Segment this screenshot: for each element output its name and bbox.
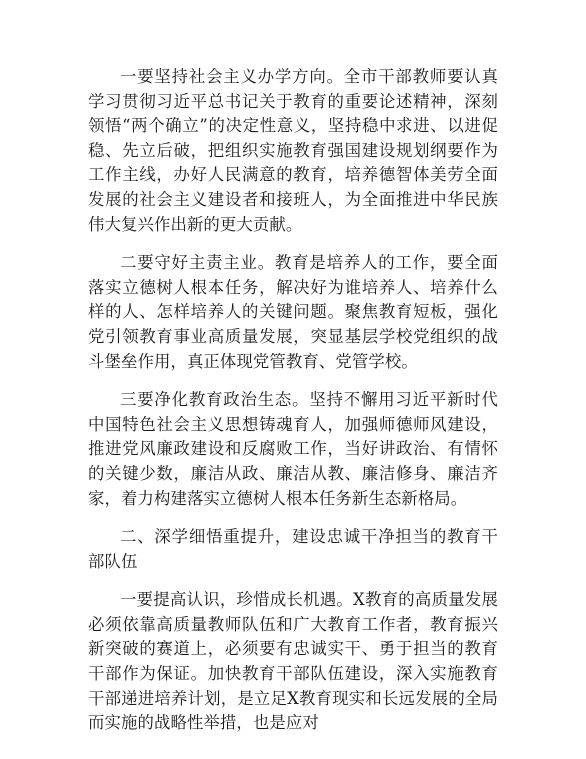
- section-heading: 二、深学细悟重提升，建设忠诚干净担当的教育干部队伍: [88, 527, 498, 571]
- paragraph-raise-awareness: 一要提高认识，珍惜成长机遇。X教育的高质量发展必须依靠高质量教师队伍和广大教育工作者，教育振兴新突破的赛道上，必须要有忠诚实干、勇于担当的教育干部作为保证。加快教育干部队伍建设，深入实施教育干部递进培养计划，是立足X教育现实和长远发展的全局而实施的战略性举措，也是应对: [88, 590, 498, 733]
- paragraph-political-ecology: 三要净化教育政治生态。坚持不懈用习近平新时代中国特色社会主义思想铸魂育人，加强师德师风建设，推进党风廉政建设和反腐败工作，当好讲政治、有情怀的关键少数，廉洁从政、廉洁从教、廉洁修身、廉洁齐家，着力构建落实立德树人根本任务新生态新格局。: [88, 390, 498, 508]
- paragraph-main-responsibility: 二要守好主责主业。教育是培养人的工作，要全面落实立德树人根本任务，解决好为谁培养人、培养什么样的人、怎样培养人的关键问题。聚焦教育短板，强化党引领教育事业高质量发展，突显基层学校党组织的战斗堡垒作用，真正体现党管教育、党管学校。: [88, 253, 498, 371]
- paragraph-socialist-direction: 一要坚持社会主义办学方向。全市干部教师要认真学习贯彻习近平总书记关于教育的重要论述精神，深刻领悟“两个确立”的决定性意义，坚持稳中求进、以进促稳、先立后破，把组织实施教育强国建设规划纲要作为工作主线，办好人民满意的教育，培养德智体美劳全面发展的社会主义建设者和接班人，为全面推进中华民族伟大复兴作出新的更大贡献。: [88, 67, 498, 234]
- document-body: [88, 65, 498, 736]
